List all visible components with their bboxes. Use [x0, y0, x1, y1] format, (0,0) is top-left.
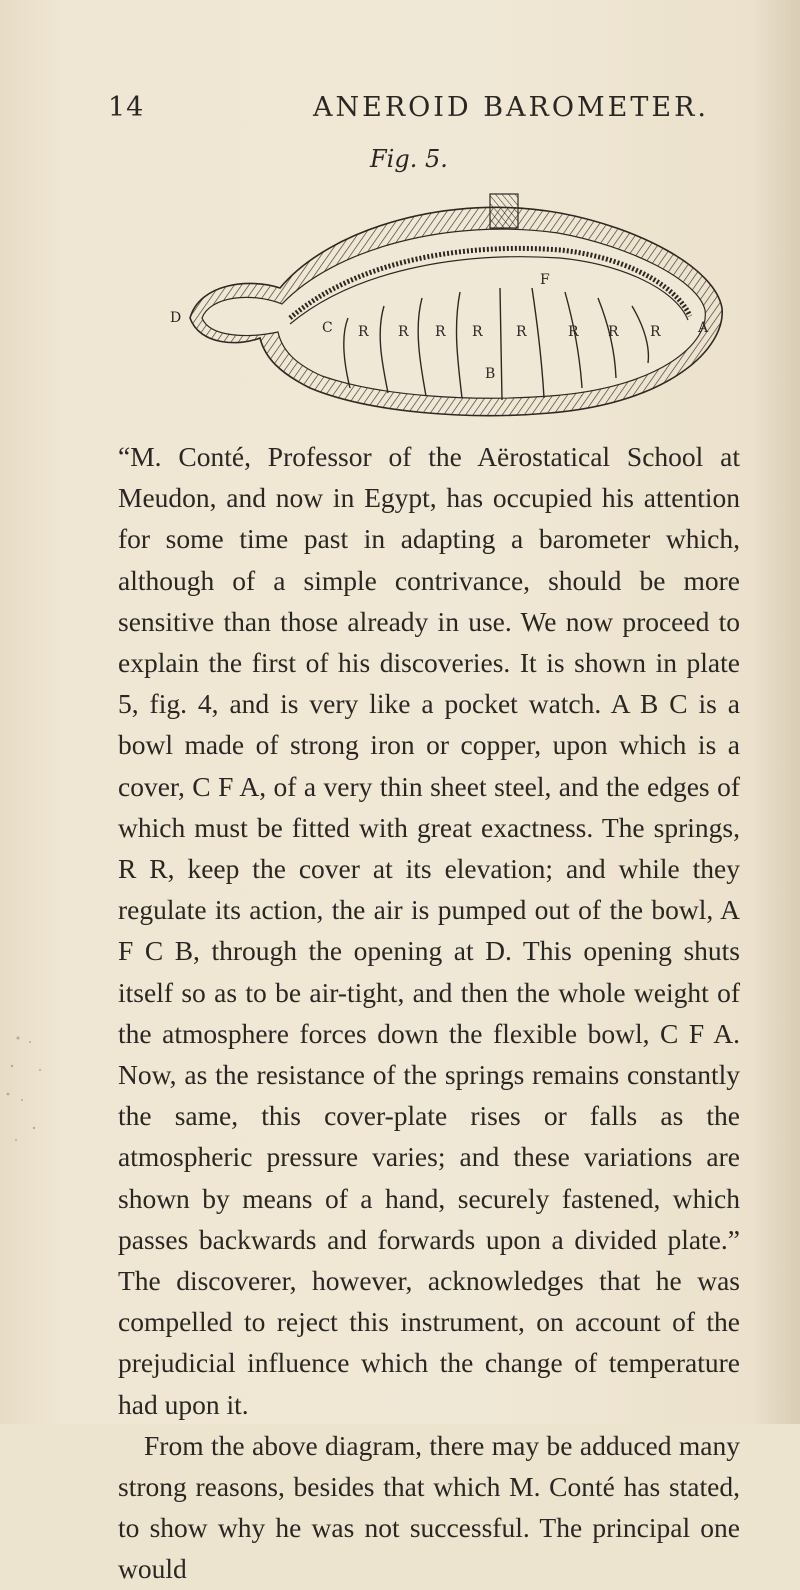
bowl-inner-cavity: [202, 229, 705, 398]
figure-caption: Fig. 5.: [370, 145, 448, 173]
label-r-4: R: [472, 324, 483, 340]
label-f: F: [540, 272, 550, 288]
label-r-3: R: [435, 324, 446, 340]
page-number: 14: [108, 92, 145, 123]
label-r-1: R: [358, 324, 369, 340]
label-r-8: R: [650, 324, 661, 340]
label-r-2: R: [398, 324, 409, 340]
paragraph: From the above diagram, there may be adduced many strong reasons, besides that which M. Conté has stated, to show why he was not successful. The principal one would: [118, 1429, 740, 1585]
barometer-diagram-svg: [170, 188, 750, 428]
paragraph: “M. Conté, Professor of the Aërostatical School at Meudon, and now in Egypt, has occupied his attention for some time past in adapting a barometer which, although of a simple contrivance, should be more sensitive than those already in use. We now proceed to explain the first of his discoveries. It is shown in plate 5, fig. 4, and is very like a pocket watch. A B C is a bowl made of strong iron or copper, upon which is a cover, C F A, of a very thin sheet steel, and the edges of which must be fitted with great exactness. The springs, R R, keep the cover at its elevation; and while they regulate its action, the air is pumped out of the bowl, A F C B, through the opening at D. This opening shuts itself so as to be air-tight, and then the whole weight of the atmosphere forces down the flexible bowl, C F A. Now, as the resistance of the springs remains constantly the same, this cover-plate rises or falls as the atmospheric pressure varies; and these variations are shown by means of a hand, securely fastened, which passes backwards and forwards upon a divided plate.” The discoverer, however, acknowledges that he was compelled to reject this instrument, on account of the prejudicial influence which the change of temperature had upon it.: [118, 441, 740, 1420]
label-r-5: R: [516, 324, 527, 340]
label-d: D: [170, 310, 182, 326]
running-title: ANEROID BAROMETER.: [313, 92, 709, 123]
page-header: [108, 92, 728, 132]
label-a: A: [698, 320, 709, 336]
stem: [490, 194, 518, 228]
label-c: C: [322, 320, 333, 336]
body-text: [118, 436, 740, 1590]
label-b: B: [485, 366, 496, 382]
barometer-diagram: [170, 188, 750, 428]
label-r-6: R: [568, 324, 579, 340]
margin-bleed-marks: [0, 1030, 90, 1150]
label-r-7: R: [608, 324, 619, 340]
